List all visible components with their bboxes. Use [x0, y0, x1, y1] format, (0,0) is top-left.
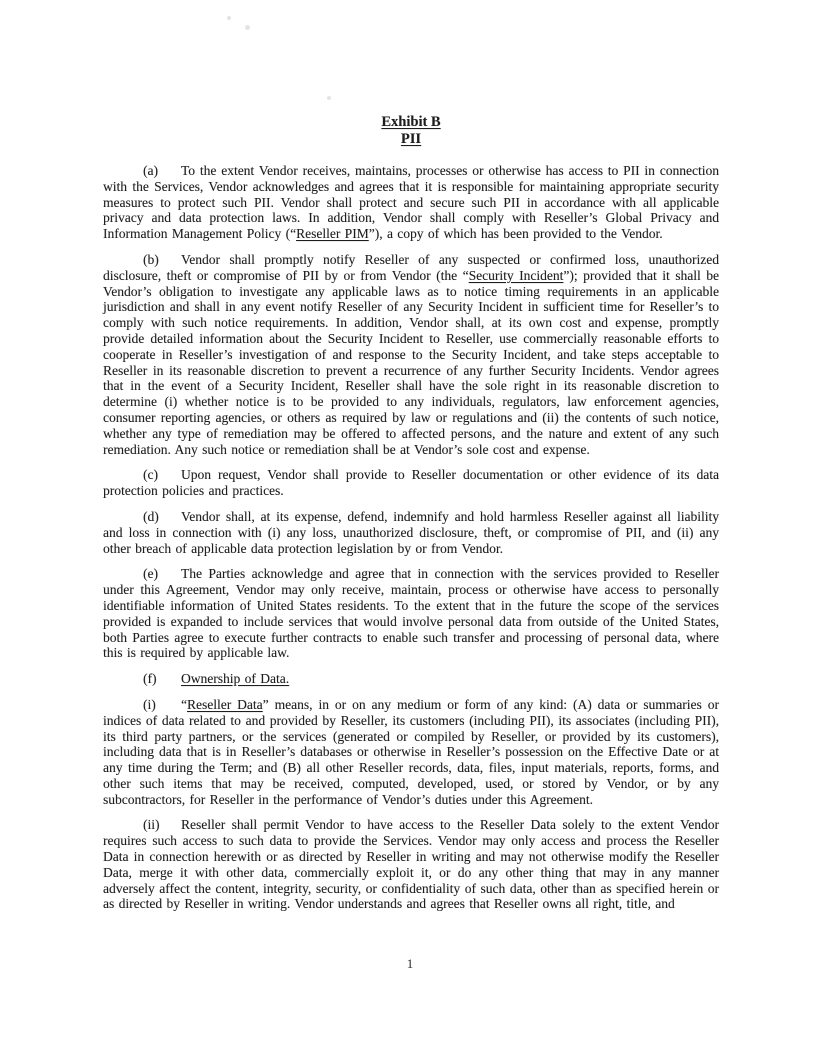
paragraph-label: (d): [143, 508, 159, 524]
text-segment: Upon request, Vendor shall provide to Reseller documentation or other evidence of its data protection policies and practices.: [103, 467, 719, 499]
paragraph-label: (f): [143, 671, 157, 687]
paragraph-i: [103, 697, 719, 808]
page-number: 1: [406, 956, 414, 971]
underlined-term: Reseller Data: [187, 696, 263, 712]
document-body: [103, 163, 719, 912]
text-segment: Vendor shall promptly notify Reseller of any suspected or confirmed loss, unauthorized disclosure, theft or compromise of PII by or from Vendor (the “: [103, 251, 719, 283]
paragraph-f: [103, 671, 719, 687]
text-segment: The Parties acknowledge and agree that in connection with the services provided to Reseller under this Agreement, Vendor may only receive, maintain, process or otherwise have access to personally identifiable information of United States residents. To the extent that in the future the scope of the services provided is expanded to include services that would involve personal data from outside of the United States, both Parties agree to execute further contracts to enable such transfer and processing of personal data, where this is required by applicable law.: [103, 566, 719, 661]
paragraph-b: [103, 252, 719, 457]
underlined-term: Ownership of Data.: [181, 671, 290, 687]
text-segment: ”); provided that it shall be Vendor’s obligation to investigate any applicable laws as to notice timing requirements in an applicable jurisdiction and shall in any event notify Reseller of any Security Incident in sufficient time for Reseller’s to comply with such notice requirements. In addition, Vendor shall, at its own cost and expense, promptly provide detailed information about the Security Incident to Reseller, use commercially reasonable efforts to cooperate in Reseller’s investigation of and response to the Security Incident, and take steps acceptable to Reseller in its reasonable discretion to prevent a recurrence of any further Security Incidents. Vendor agrees that in the event of a Security Incident, Reseller shall have the sole right in its reasonable discretion to determine (i) whether notice is to be provided to any individuals, regulators, law enforcement agencies, consumer reporting agencies, or others as required by law or regulations and (ii) the contents of such notice, whether any type of remediation may be offered to affected persons, and the nature and extent of any such remediation. Any such notice or remediation shall be at Vendor’s sole cost and expense.: [103, 267, 719, 457]
exhibit-title: Exhibit B: [381, 114, 441, 130]
exhibit-subtitle: PII: [400, 131, 422, 147]
text-segment: ” means, in or on any medium or form of any kind: (A) data or summaries or indices of data related to and provided by Reseller, its customers (including PII), its associates (including PII), its third party partners, or the services (generated or compiled by Reseller, or provided by its customers), including data that is in Reseller’s databases or otherwise in Reseller’s possession on the Effective Date or at any time during the Term; and (B) all other Reseller records, data, files, input materials, reports, forms, and other such items that may be received, computed, developed, used, or stored by Vendor, or by any subcontractors, for Reseller in the performance of Vendor’s duties under this Agreement.: [103, 696, 719, 807]
text-segment: Reseller shall permit Vendor to have access to the Reseller Data solely to the extent Vendor requires such access to such data to provide the Services. Vendor may only access and process the Reseller Data in connection herewith or as directed by Reseller in writing and may not otherwise modify the Reseller Data, merge it with other data, commercially exploit it, or do any other thing that may in any manner adversely affect the content, integrity, security, or confidentiality of such data, other than as specified herein or as directed by Reseller in writing. Vendor understands and agrees that Reseller owns all right, title, and: [103, 817, 719, 912]
text-segment: Vendor shall, at its expense, defend, indemnify and hold harmless Reseller against all liability and loss in connection with (i) any loss, unauthorized disclosure, theft, or compromise of PII, and (ii) any other breach of applicable data protection legislation by or from Vendor.: [103, 508, 719, 556]
text-segment: To the extent Vendor receives, maintains, processes or otherwise has access to PII in connection with the Services, Vendor acknowledges and agrees that it is responsible for maintaining appropriate security measures to protect such PII. Vendor shall protect and secure such PII in accordance with all applicable privacy and data protection laws. In addition, Vendor shall comply with Reseller’s Global Privacy and Information Management Policy (“: [103, 163, 719, 242]
paragraph-e: [103, 566, 719, 661]
paragraph-label: (i): [143, 696, 156, 712]
exhibit-heading: [103, 114, 719, 148]
paragraph-label: (e): [143, 566, 158, 582]
paragraph-a: [103, 163, 719, 242]
text-segment: “: [181, 696, 187, 712]
paragraph-label: (a): [143, 163, 158, 178]
text-segment: ”), a copy of which has been provided to the Vendor.: [368, 226, 663, 242]
paragraph-ii: [103, 817, 719, 912]
paragraph-label: (c): [143, 467, 158, 483]
underlined-term: Reseller PIM: [296, 226, 369, 242]
paragraph-label: (ii): [143, 817, 160, 833]
paragraph-c: [103, 467, 719, 499]
underlined-term: Security Incident: [468, 267, 564, 283]
paragraph-d: [103, 509, 719, 556]
paragraph-label: (b): [143, 251, 159, 267]
